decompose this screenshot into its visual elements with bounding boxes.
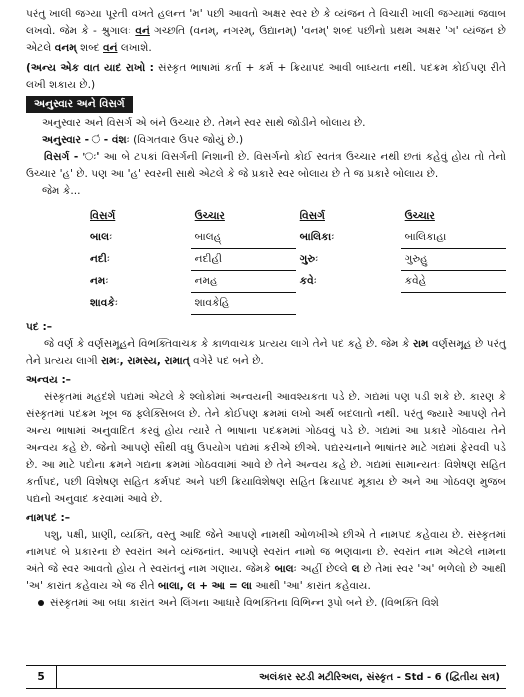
table-cell: કવેહે bbox=[401, 271, 506, 293]
visarga-definition bbox=[26, 149, 506, 183]
table-row bbox=[86, 249, 506, 271]
intro-text-b: ગચ્છતિ (વનમ્, નગરમ્, ઉદ્યાનમ્) 'વનમ્' શબ્દ પછીનો પ્રથમ અક્ષર 'ગ' વ્યંજન છે એટલે bbox=[26, 25, 506, 54]
anvay-paragraph: સંસ્કૃતમાં મહદંશે પદ્યમાં એટલે કે શ્લોકોમાં અન્વયની આવશ્યકતા પડે છે. ગદ્યમાં પણ પડી શકે છે. કારણ કે સંસ્કૃતમાં પદક્રમ ખૂબ જ ફ્લેક્સિબલ છે. તેને કોઈપણ ક્રમમાં લખો અર્થ બદલાતો નથી. પરંતુ જ્યારે આપણે તેને અન્ય ભાષામાં અનુવાદિત કરવું હોય ત્યારે તે ભાષાના પદક્રમમાં ગોઠવવું પડે છે. ગદ્યમાં આ પ્રકારે ગોઠવાય તેને અન્વય કહે છે. જેનો આપણે સૌથી વધુ ઉપયોગ પદ્યમાં કરીએ છીએ. પદ્યરચનાને ભાષાંતર માટે ગદ્યમાં ફેરવવી પડે છે. આ માટે પદોના ક્રમને ગદ્યના ક્રમમાં ગોઠવવામાં આવે છે તેને અન્વય કહે છે. ગદ્યમાં સામાન્યતઃ વિશેષણ સહિત કર્તાપદ, પછી વિશેષણ સહિત કર્મપદ અને પછી ક્રિયાવિશેષણ સહિત ક્રિયાપદ મૂકાય છે અને આ ગોઠવણ મુજબ પદ્યનો અનુવાદ કરવામાં આવે છે. bbox=[26, 391, 506, 505]
table-cell: બાલઃ bbox=[90, 231, 113, 244]
section-heading-anusvar: અનુસ્વાર અને વિસર્ગ bbox=[26, 96, 133, 113]
intro-text-a: પરંતુ ખાલી જગ્યા પૂરતી વખતે હલન્ત 'મ' પછી આવતો અક્ષર સ્વર છે કે વ્યંજન તે વિચારી ખાલી જગ્યામાં જવાબ લખવો. જેમ કે - શ્રુગાલઃ bbox=[26, 8, 506, 37]
anusvar-definition bbox=[26, 132, 506, 149]
naampad-heading: નામપદ :– bbox=[26, 512, 70, 524]
naampad-text-d: આથી 'આ' કારાંત કહેવાય. bbox=[255, 580, 371, 592]
example-intro: જેમ કે... bbox=[42, 185, 81, 197]
naampad-text-b: અહીં છેલ્લે bbox=[300, 563, 348, 575]
blank-answer-2: વનં bbox=[103, 42, 118, 54]
word-vanam: વનમ્ bbox=[54, 42, 77, 54]
table-row bbox=[86, 293, 506, 315]
bullet-icon bbox=[38, 600, 44, 606]
note-heading: (અન્ય એક વાત યાદ રાખો : bbox=[26, 62, 154, 74]
pad-paragraph bbox=[26, 336, 506, 370]
footer-text: અલંકાર સ્ટડી મટીરિઅલ, સંસ્કૃત - Std - 6 (દ્વિતીય સત્ર) bbox=[259, 671, 500, 683]
page-number: 5 bbox=[26, 666, 57, 688]
table-header: ઉચ્ચાર bbox=[404, 210, 435, 222]
table-cell: બાલિકાઃ bbox=[299, 231, 335, 244]
intro-text-d: લખાશે. bbox=[120, 42, 152, 54]
bullet-line bbox=[26, 595, 506, 612]
word-ram-forms: રામઃ, રામસ્ય, રામાત્ bbox=[101, 355, 190, 367]
anvay-heading: અન્વય :– bbox=[26, 374, 71, 386]
intro-paragraph bbox=[26, 6, 506, 57]
note-paragraph bbox=[26, 60, 506, 94]
table-cell: ગુરુહુ bbox=[401, 249, 506, 271]
table-cell: શાવકેહિ bbox=[191, 293, 296, 315]
pad-text-b: વર્ણસમૂહ છે પરંતુ તેને પ્રત્યય લાગી bbox=[26, 338, 507, 367]
word-balah: બાલઃ bbox=[274, 563, 297, 575]
naampad-text-c: છે તેમાં સ્વર 'અ' ભળેલો છે આથી 'અ' કારાંત કહેવાય એ જ રીતે bbox=[26, 563, 507, 592]
table-header-row bbox=[86, 206, 506, 227]
table-cell: નમહ bbox=[191, 271, 296, 293]
table-cell: ગુરુઃ bbox=[299, 253, 319, 265]
pad-heading: પદ :– bbox=[26, 321, 53, 333]
table-row bbox=[86, 227, 506, 249]
anusvar-intro: અનુસ્વાર અને વિસર્ગ એ બંને ઉચ્ચાર છે. તેમને સ્વર સાથે જોડીને બોલાય છે. bbox=[42, 117, 366, 129]
word-ram: રામ bbox=[412, 338, 429, 350]
table-cell: શાવકેઃ bbox=[90, 297, 118, 309]
page-footer bbox=[26, 665, 506, 689]
table-row bbox=[86, 271, 506, 293]
bullet-text: સંસ્કૃતમાં આ બધા કારાંત અને લિંગના આધારે વિભક્તિના વિભિન્ન રૂપો બને છે. (વિભક્તિ વિશે bbox=[50, 597, 439, 609]
table-cell bbox=[401, 293, 506, 315]
naampad-paragraph bbox=[26, 527, 506, 595]
table-cell: બાલહ્ bbox=[191, 227, 296, 249]
blank-answer-1: વનં bbox=[135, 25, 150, 37]
table-cell: નમઃ bbox=[90, 275, 109, 287]
intro-text-c: શબ્દ bbox=[80, 42, 100, 54]
visarga-text: આ બે ટપકાં વિસર્ગની નિશાની છે. વિસર્ગનો કોઈ સ્વતંત્ર ઉચ્ચાર નથી છતાં કહેવું હોય તો તેનો ઉચ્ચાર 'હ' છે. પણ આ 'હ' સ્વરની સાથે એટલે કે જે પ્રકારે સ્વર બોલાય છે તે જ પ્રકારે બોલાય છે. bbox=[26, 151, 507, 180]
visarga-table bbox=[86, 206, 506, 315]
letter-la: લ bbox=[351, 563, 360, 575]
word-bala: બાલા, લ + આ = લા bbox=[158, 580, 253, 592]
naampad-text-a: પશુ, પક્ષી, પ્રાણી, વ્યક્તિ, વસ્તુ આદિ જેને આપણે નામથી ઓળખીએ છીએ તે નામપદ કહેવાય છે. સંસ્કૃતમાં નામપદ બે પ્રકારના છે સ્વરાંત અને વ્યંજનાંત. આપણે સ્વરાંત નામો જ ભણવાના છે. સ્વરાંત નામ એટલે નામના અંતે જે સ્વર આવતો હોય તે સ્વરાંતનું નામ ગણાય. જેમકે bbox=[26, 529, 506, 575]
table-cell: બાલિકાહા bbox=[401, 227, 506, 249]
anusvar-label: અનુસ્વાર - ં - વંશઃ bbox=[42, 134, 130, 146]
table-header: ઉચ્ચાર bbox=[194, 210, 225, 222]
note-text: સંસ્કૃત ભાષામાં કર્તા + કર્મ + ક્રિયાપદ આવી બાધ્યતા નથી. પદક્રમ કોઈપણ રીતે લખી શકાય છે.) bbox=[26, 62, 506, 91]
anusvar-label-text: (વિગતવાર ઉપર જોયું છે.) bbox=[133, 134, 244, 146]
pad-text-a: જે વર્ણ કે વર્ણસમૂહને વિભક્તિવાચક કે કાળવાચક પ્રત્યય લાગે તેને પદ કહે છે. જેમ કે bbox=[44, 338, 410, 350]
table-header: વિસર્ગ bbox=[90, 210, 116, 222]
table-cell: નદીહી bbox=[191, 249, 296, 271]
visarga-label: વિસર્ગ - 'ઃ' bbox=[44, 151, 100, 163]
table-cell bbox=[296, 293, 401, 315]
pad-text-c: વગેરે પદ બને છે. bbox=[193, 355, 264, 367]
table-cell: કવેઃ bbox=[299, 275, 317, 287]
table-cell: નદીઃ bbox=[90, 253, 110, 265]
table-header: વિસર્ગ bbox=[299, 210, 325, 222]
